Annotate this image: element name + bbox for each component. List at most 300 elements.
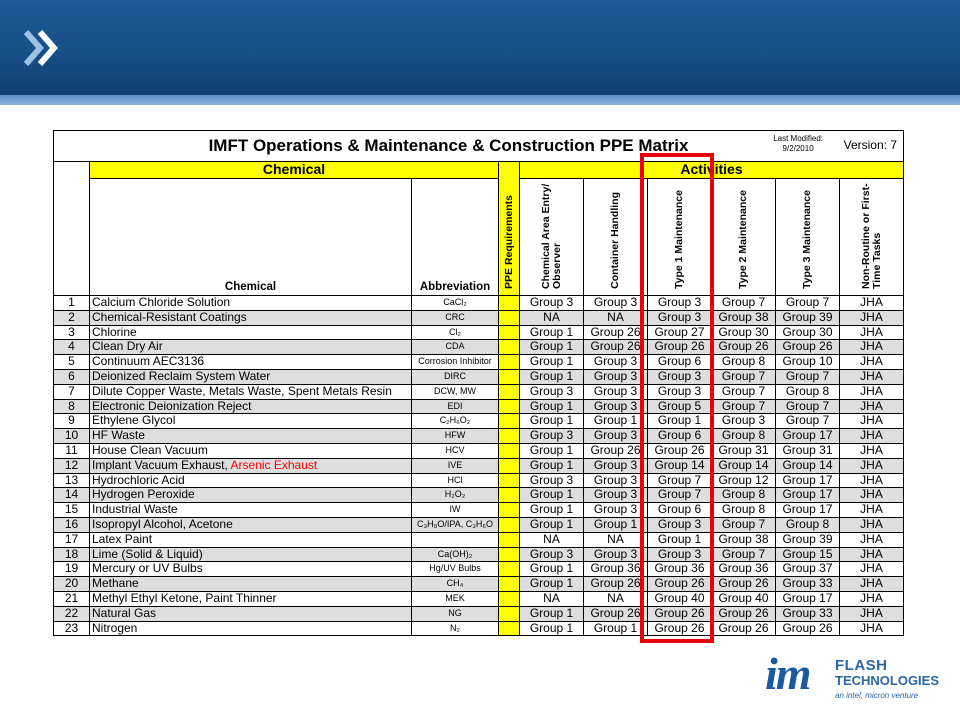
chemical-name-text: Clean Dry Air (92, 339, 163, 354)
number-header (54, 162, 90, 296)
ppe-requirements-cell (499, 562, 520, 577)
activity-cell-type2-maintenance: Group 26 (712, 621, 776, 636)
activity-cell-container-handling: Group 3 (584, 429, 648, 444)
activity-cell-non-routine: JHA (840, 310, 904, 325)
activity-cell-non-routine: JHA (840, 488, 904, 503)
chemical-abbreviation: MEK (412, 591, 499, 606)
activity-cell-type2-maintenance: Group 8 (712, 355, 776, 370)
double-chevron-icon (22, 28, 62, 68)
activity-cell-type1-maintenance: Group 6 (648, 429, 712, 444)
activity-cell-chemical-area-entry: Group 1 (520, 414, 584, 429)
row-number: 8 (54, 399, 90, 414)
activity-cell-type3-maintenance: Group 17 (776, 429, 840, 444)
activity-cell-non-routine: JHA (840, 369, 904, 384)
activity-cell-chemical-area-entry: Group 1 (520, 443, 584, 458)
activity-cell-non-routine: JHA (840, 399, 904, 414)
activity-cell-type1-maintenance: Group 6 (648, 503, 712, 518)
chemical-abbreviation: Corrosion Inhibitor (412, 355, 499, 370)
chemical-name-text: Deionized Reclaim System Water (92, 369, 271, 383)
chemical-name-text: Continuum AEC3136 (92, 354, 205, 369)
activity-cell-chemical-area-entry: Group 3 (520, 296, 584, 311)
activity-cell-container-handling: Group 26 (584, 577, 648, 592)
activity-cell-type2-maintenance: Group 8 (712, 488, 776, 503)
activity-cell-type1-maintenance: Group 26 (648, 577, 712, 592)
ppe-requirements-cell (499, 458, 520, 473)
table-row (54, 399, 904, 414)
activity-cell-type3-maintenance: Group 17 (776, 591, 840, 606)
chemical-abbreviation: Hg/UV Bulbs (412, 562, 499, 577)
activity-cell-chemical-area-entry: Group 1 (520, 355, 584, 370)
activity-cell-type3-maintenance: Group 17 (776, 473, 840, 488)
ppe-requirements-cell (499, 547, 520, 562)
activity-cell-non-routine: JHA (840, 532, 904, 547)
activity-cell-type1-maintenance: Group 7 (648, 488, 712, 503)
chemical-abbreviation: CH₄ (412, 577, 499, 592)
ppe-requirements-cell (499, 473, 520, 488)
activity-cell-type2-maintenance: Group 3 (712, 414, 776, 429)
activity-cell-container-handling: Group 3 (584, 355, 648, 370)
activity-cell-type2-maintenance: Group 7 (712, 517, 776, 532)
row-number: 18 (54, 547, 90, 562)
activity-cell-chemical-area-entry: Group 1 (520, 488, 584, 503)
activity-cell-type2-maintenance: Group 26 (712, 577, 776, 592)
chemical-name (90, 443, 412, 458)
activity-cell-container-handling: Group 3 (584, 547, 648, 562)
table-row (54, 443, 904, 458)
table-row (54, 414, 904, 429)
chemical-name-text: Chemical-Resistant Coatings (92, 310, 247, 324)
activity-cell-container-handling: NA (584, 532, 648, 547)
chemical-name-text: Lime (Solid & Liquid) (92, 547, 203, 561)
table-row (54, 621, 904, 636)
chemical-name-text: Latex Paint (92, 532, 153, 546)
activity-cell-non-routine: JHA (840, 591, 904, 606)
activity-cell-chemical-area-entry: Group 1 (520, 458, 584, 473)
chemical-name-text: Mercury or UV Bulbs (92, 561, 203, 576)
ppe-requirements-cell (499, 325, 520, 340)
chemical-abbreviation: IW (412, 503, 499, 518)
chemical-abbreviation: NG (412, 606, 499, 621)
activity-cell-type1-maintenance: Group 3 (648, 369, 712, 384)
chemical-name (90, 606, 412, 621)
chemical-name (90, 325, 412, 340)
chemical-abbreviation (412, 532, 499, 547)
activity-header-type2-maintenance: Type 2 Maintenance (712, 179, 776, 296)
activity-header-non-routine: Non-Routine or First-Time Tasks (840, 179, 904, 296)
type1-maintenance-highlight-box (640, 153, 714, 643)
table-row (54, 296, 904, 311)
activities-group-header: Activities (520, 162, 904, 179)
activity-cell-type2-maintenance: Group 40 (712, 591, 776, 606)
activity-cell-type3-maintenance: Group 17 (776, 488, 840, 503)
activity-header-container-handling: Container Handling (584, 179, 648, 296)
chemical-name-text: Ethylene Glycol (92, 413, 176, 428)
activity-cell-type3-maintenance: Group 7 (776, 369, 840, 384)
activity-cell-non-routine: JHA (840, 621, 904, 636)
chemical-name (90, 296, 412, 311)
activity-cell-type3-maintenance: Group 14 (776, 458, 840, 473)
activity-cell-container-handling: Group 1 (584, 414, 648, 429)
activity-cell-type1-maintenance: Group 3 (648, 547, 712, 562)
activity-cell-type1-maintenance: Group 5 (648, 399, 712, 414)
chemical-name (90, 369, 412, 384)
ppe-matrix-table (53, 130, 904, 636)
ppe-requirements-cell (499, 488, 520, 503)
chemical-name (90, 577, 412, 592)
table-row (54, 473, 904, 488)
chemical-group-header: Chemical (90, 162, 499, 179)
activity-cell-type1-maintenance: Group 14 (648, 458, 712, 473)
activity-cell-type1-maintenance: Group 7 (648, 473, 712, 488)
chemical-name (90, 562, 412, 577)
abbreviation-column-header: Abbreviation (412, 179, 499, 296)
activity-cell-type1-maintenance: Group 1 (648, 532, 712, 547)
table-row (54, 517, 904, 532)
activity-cell-container-handling: Group 1 (584, 621, 648, 636)
activity-cell-container-handling: Group 3 (584, 473, 648, 488)
activity-cell-container-handling: Group 3 (584, 488, 648, 503)
activity-cell-chemical-area-entry: NA (520, 532, 584, 547)
chemical-name-text: Dilute Copper Waste, Metals Waste, Spent Metals Resin (92, 384, 392, 398)
row-number: 5 (54, 355, 90, 370)
activity-cell-type2-maintenance: Group 36 (712, 562, 776, 577)
row-number: 3 (54, 325, 90, 340)
activity-cell-type2-maintenance: Group 31 (712, 443, 776, 458)
chemical-name (90, 429, 412, 444)
chemical-name (90, 517, 412, 532)
activity-cell-type1-maintenance: Group 3 (648, 296, 712, 311)
row-number: 20 (54, 577, 90, 592)
activity-cell-chemical-area-entry: Group 1 (520, 577, 584, 592)
activity-cell-type1-maintenance: Group 26 (648, 443, 712, 458)
chemical-abbreviation: HFW (412, 429, 499, 444)
activity-cell-chemical-area-entry: Group 3 (520, 547, 584, 562)
table-row (54, 577, 904, 592)
row-number: 21 (54, 591, 90, 606)
chemical-name (90, 458, 412, 473)
ppe-requirements-header: PPE Requirements (499, 162, 520, 296)
ppe-requirements-cell (499, 532, 520, 547)
chemical-abbreviation: IVE (412, 458, 499, 473)
activity-cell-container-handling: Group 3 (584, 369, 648, 384)
activity-cell-type2-maintenance: Group 26 (712, 340, 776, 355)
activity-cell-type2-maintenance: Group 38 (712, 310, 776, 325)
activity-cell-type3-maintenance: Group 39 (776, 310, 840, 325)
ppe-requirements-cell (499, 296, 520, 311)
activity-cell-type3-maintenance: Group 8 (776, 384, 840, 399)
activity-cell-type3-maintenance: Group 37 (776, 562, 840, 577)
row-number: 19 (54, 562, 90, 577)
activity-cell-non-routine: JHA (840, 577, 904, 592)
row-number: 23 (54, 621, 90, 636)
table-row (54, 458, 904, 473)
chemical-name (90, 414, 412, 429)
activity-cell-type2-maintenance: Group 7 (712, 384, 776, 399)
activity-cell-container-handling: Group 26 (584, 443, 648, 458)
ppe-requirements-cell (499, 577, 520, 592)
chemical-abbreviation: Cl₂ (412, 325, 499, 340)
chemical-name-text: Hydrochloric Acid (92, 473, 185, 487)
activity-cell-non-routine: JHA (840, 384, 904, 399)
activity-cell-type3-maintenance: Group 17 (776, 503, 840, 518)
chemical-abbreviation: HCl (412, 473, 499, 488)
chemical-name (90, 488, 412, 503)
chemical-name-text: Electronic Deionization Reject (92, 399, 252, 413)
table-row (54, 503, 904, 518)
chemical-abbreviation: CRC (412, 310, 499, 325)
ppe-requirements-cell (499, 621, 520, 636)
logo-mark: im (765, 648, 810, 699)
activity-cell-type2-maintenance: Group 7 (712, 399, 776, 414)
activity-cell-chemical-area-entry: Group 1 (520, 369, 584, 384)
activity-cell-type1-maintenance: Group 36 (648, 562, 712, 577)
activity-cell-type1-maintenance: Group 40 (648, 591, 712, 606)
activity-cell-chemical-area-entry: NA (520, 310, 584, 325)
ppe-matrix-sheet (53, 130, 903, 638)
activity-header-type3-maintenance: Type 3 Maintenance (776, 179, 840, 296)
ppe-requirements-cell (499, 591, 520, 606)
table-row (54, 591, 904, 606)
table-row (54, 310, 904, 325)
table-row (54, 532, 904, 547)
activity-cell-non-routine: JHA (840, 355, 904, 370)
activity-cell-chemical-area-entry: Group 1 (520, 325, 584, 340)
chemical-name-text: Industrial Waste (92, 502, 178, 517)
activity-header-type1-maintenance: Type 1 Maintenance (648, 179, 712, 296)
chemical-name-text: HF Waste (92, 428, 145, 443)
logo-tagline: an intel, micron venture (835, 691, 919, 700)
chemical-name-text: Hydrogen Peroxide (92, 487, 195, 502)
activity-cell-type3-maintenance: Group 39 (776, 532, 840, 547)
activity-cell-non-routine: JHA (840, 340, 904, 355)
activity-cell-chemical-area-entry: Group 1 (520, 503, 584, 518)
logo-line2: TECHNOLOGIES (835, 673, 940, 688)
activity-cell-type2-maintenance: Group 30 (712, 325, 776, 340)
activity-cell-chemical-area-entry: Group 3 (520, 384, 584, 399)
row-number: 15 (54, 503, 90, 518)
chemical-name-text: Methane (92, 576, 139, 591)
activity-cell-type3-maintenance: Group 15 (776, 547, 840, 562)
ppe-requirements-cell (499, 429, 520, 444)
chemical-name-text: Isopropyl Alcohol, Acetone (92, 517, 233, 531)
chemical-name (90, 355, 412, 370)
version-label: Version: 7 (843, 138, 897, 152)
activity-header-chemical-area-entry: Chemical Area Entry/ Observer (520, 179, 584, 296)
chemical-name-text: House Clean Vacuum (92, 443, 208, 457)
table-row (54, 488, 904, 503)
chemical-name (90, 503, 412, 518)
chemical-name-text: Nitrogen (92, 621, 138, 635)
row-number: 13 (54, 473, 90, 488)
activity-cell-non-routine: JHA (840, 606, 904, 621)
activity-cell-type3-maintenance: Group 31 (776, 443, 840, 458)
row-number: 16 (54, 517, 90, 532)
ppe-requirements-cell (499, 517, 520, 532)
chemical-abbreviation: C₂H₆O₂ (412, 414, 499, 429)
activity-cell-type2-maintenance: Group 8 (712, 503, 776, 518)
row-number: 7 (54, 384, 90, 399)
table-row (54, 429, 904, 444)
activity-cell-container-handling: Group 1 (584, 517, 648, 532)
activity-cell-type1-maintenance: Group 27 (648, 325, 712, 340)
chemical-name-text: Calcium Chloride Solution (92, 295, 231, 309)
activity-cell-chemical-area-entry: Group 3 (520, 429, 584, 444)
activity-cell-chemical-area-entry: Group 1 (520, 606, 584, 621)
chemical-name (90, 473, 412, 488)
activity-cell-container-handling: NA (584, 310, 648, 325)
chemical-column-header: Chemical (90, 179, 412, 296)
activity-cell-non-routine: JHA (840, 414, 904, 429)
activity-cell-type2-maintenance: Group 7 (712, 547, 776, 562)
chemical-name (90, 532, 412, 547)
activity-cell-type1-maintenance: Group 26 (648, 621, 712, 636)
activity-cell-type3-maintenance: Group 30 (776, 325, 840, 340)
activity-cell-non-routine: JHA (840, 458, 904, 473)
table-row (54, 547, 904, 562)
ppe-requirements-cell (499, 355, 520, 370)
activity-cell-non-routine: JHA (840, 503, 904, 518)
activity-cell-type3-maintenance: Group 10 (776, 355, 840, 370)
chemical-abbreviation: H₂O₂ (412, 488, 499, 503)
row-number: 6 (54, 369, 90, 384)
chemical-name-text: Natural Gas (92, 606, 157, 620)
activity-cell-type2-maintenance: Group 12 (712, 473, 776, 488)
last-modified: Last Modified: 9/2/2010 (773, 134, 823, 153)
table-row (54, 325, 904, 340)
activity-cell-type2-maintenance: Group 26 (712, 606, 776, 621)
activity-cell-type2-maintenance: Group 38 (712, 532, 776, 547)
chemical-abbreviation: C₃H₈O/IPA, C₃H₆O (412, 517, 499, 532)
activity-cell-type1-maintenance: Group 26 (648, 340, 712, 355)
row-number: 10 (54, 429, 90, 444)
activity-cell-chemical-area-entry: Group 1 (520, 399, 584, 414)
activity-cell-type1-maintenance: Group 3 (648, 310, 712, 325)
table-row (54, 384, 904, 399)
ppe-requirements-cell (499, 606, 520, 621)
activity-cell-type2-maintenance: Group 8 (712, 429, 776, 444)
chemical-abbreviation: CDA (412, 340, 499, 355)
activity-cell-non-routine: JHA (840, 296, 904, 311)
ppe-requirements-cell (499, 414, 520, 429)
chemical-name-text: Methyl Ethyl Ketone, Paint Thinner (92, 591, 277, 605)
row-number: 22 (54, 606, 90, 621)
activity-cell-type3-maintenance: Group 26 (776, 340, 840, 355)
chemical-name (90, 340, 412, 355)
chemical-name (90, 399, 412, 414)
activity-cell-type3-maintenance: Group 26 (776, 621, 840, 636)
table-row (54, 369, 904, 384)
activity-cell-type2-maintenance: Group 7 (712, 369, 776, 384)
activity-cell-type3-maintenance: Group 33 (776, 606, 840, 621)
activity-cell-type3-maintenance: Group 7 (776, 296, 840, 311)
row-number: 2 (54, 310, 90, 325)
activity-cell-container-handling: Group 3 (584, 399, 648, 414)
row-number: 11 (54, 443, 90, 458)
activity-cell-container-handling: Group 26 (584, 325, 648, 340)
chemical-abbreviation: EDI (412, 399, 499, 414)
chemical-abbreviation: HCV (412, 443, 499, 458)
table-row (54, 340, 904, 355)
banner-stripe (0, 95, 960, 105)
activity-cell-type3-maintenance: Group 7 (776, 399, 840, 414)
activity-cell-container-handling: Group 3 (584, 384, 648, 399)
activity-cell-type1-maintenance: Group 6 (648, 355, 712, 370)
activity-cell-non-routine: JHA (840, 429, 904, 444)
activity-cell-type2-maintenance: Group 14 (712, 458, 776, 473)
activity-cell-non-routine: JHA (840, 443, 904, 458)
activity-cell-container-handling: Group 3 (584, 503, 648, 518)
activity-cell-type3-maintenance: Group 7 (776, 414, 840, 429)
activity-cell-chemical-area-entry: Group 1 (520, 340, 584, 355)
activity-cell-chemical-area-entry: Group 1 (520, 517, 584, 532)
matrix-title-cell (54, 131, 904, 162)
chemical-name (90, 621, 412, 636)
chemical-name-text: Chlorine (92, 325, 137, 339)
activity-cell-non-routine: JHA (840, 547, 904, 562)
activity-cell-non-routine: JHA (840, 473, 904, 488)
activity-cell-chemical-area-entry: NA (520, 591, 584, 606)
activity-cell-container-handling: Group 36 (584, 562, 648, 577)
matrix-title: IMFT Operations & Maintenance & Construction PPE Matrix (208, 136, 689, 156)
activity-cell-type3-maintenance: Group 33 (776, 577, 840, 592)
activity-cell-container-handling: Group 3 (584, 458, 648, 473)
activity-cell-chemical-area-entry: Group 3 (520, 473, 584, 488)
chemical-abbreviation: DCW, MW (412, 384, 499, 399)
row-number: 17 (54, 532, 90, 547)
table-row (54, 355, 904, 370)
activity-cell-container-handling: Group 26 (584, 606, 648, 621)
row-number: 1 (54, 296, 90, 311)
chemical-name-text: Implant Vacuum Exhaust, (92, 458, 231, 472)
chemical-abbreviation: Ca(OH)₂ (412, 547, 499, 562)
activity-cell-chemical-area-entry: Group 1 (520, 562, 584, 577)
slide-header-banner (0, 0, 960, 95)
chemical-abbreviation: DIRC (412, 369, 499, 384)
activity-cell-type1-maintenance: Group 3 (648, 517, 712, 532)
chemical-name (90, 384, 412, 399)
activity-cell-non-routine: JHA (840, 517, 904, 532)
ppe-requirements-cell (499, 369, 520, 384)
activity-cell-type2-maintenance: Group 7 (712, 296, 776, 311)
activity-cell-container-handling: NA (584, 591, 648, 606)
activity-cell-non-routine: JHA (840, 325, 904, 340)
table-row (54, 606, 904, 621)
activity-cell-container-handling: Group 26 (584, 340, 648, 355)
ppe-requirements-cell (499, 399, 520, 414)
ppe-requirements-cell (499, 340, 520, 355)
ppe-requirements-cell (499, 384, 520, 399)
row-number: 12 (54, 458, 90, 473)
activity-cell-type1-maintenance: Group 26 (648, 606, 712, 621)
activity-cell-chemical-area-entry: Group 1 (520, 621, 584, 636)
activity-cell-type3-maintenance: Group 8 (776, 517, 840, 532)
ppe-requirements-cell (499, 503, 520, 518)
chemical-abbreviation: CaCl₂ (412, 296, 499, 311)
row-number: 9 (54, 414, 90, 429)
activity-cell-type1-maintenance: Group 1 (648, 414, 712, 429)
ppe-requirements-cell (499, 443, 520, 458)
activity-cell-non-routine: JHA (840, 562, 904, 577)
table-row (54, 562, 904, 577)
activity-cell-type1-maintenance: Group 3 (648, 384, 712, 399)
chemical-name (90, 547, 412, 562)
im-flash-logo (765, 645, 945, 710)
chemical-abbreviation: N₂ (412, 621, 499, 636)
activity-cell-container-handling: Group 3 (584, 296, 648, 311)
chemical-name-highlight: Arsenic Exhaust (230, 458, 318, 472)
chemical-name (90, 310, 412, 325)
row-number: 4 (54, 340, 90, 355)
